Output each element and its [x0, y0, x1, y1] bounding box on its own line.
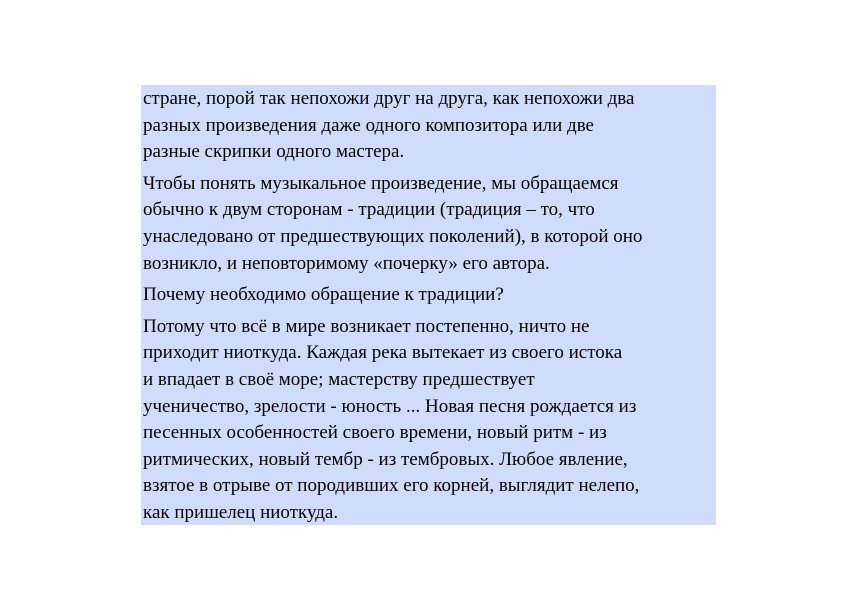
text-line: Почему необходимо обращение к традиции?: [143, 284, 504, 306]
text-line: взятое в отрыве от породивших его корней, выглядит нелепо,: [143, 475, 640, 497]
paragraph-3: [143, 282, 714, 309]
paragraph-1: [143, 86, 714, 166]
text-line: унаследовано от предшествующих поколений), в которой оно: [143, 225, 643, 247]
text-line: ученичество, зрелости - юность ... Новая песня рождается из: [143, 395, 637, 417]
paragraph-2: [143, 171, 714, 277]
text-line: стране, порой так непохожи друг на друга, как непохожи два: [143, 88, 635, 109]
text-line: как пришелец ниоткуда.: [143, 501, 339, 523]
text-line: и впадает в своё море; мастерству предшествует: [143, 368, 535, 390]
highlighted-text-block: [141, 85, 716, 525]
text-line: приходит ниоткуда. Каждая река вытекает из своего истока: [143, 342, 623, 364]
text-line: возникло, и неповторимому «почерку» его автора.: [143, 252, 550, 274]
paragraph-4: [143, 314, 714, 527]
text-line: Потому что всё в мире возникает постепенно, ничто не: [143, 315, 590, 337]
text-line: разных произведения даже одного композитора или две: [143, 114, 594, 136]
text-line: ритмических, новый тембр - из тембровых. Любое явление,: [143, 448, 628, 470]
text-line: обычно к двум сторонам - традиции (традиция – то, что: [143, 199, 595, 221]
text-line: песенных особенностей своего времени, новый ритм - из: [143, 422, 607, 444]
text-line: Чтобы понять музыкальное произведение, мы обращаемся: [143, 172, 619, 194]
text-line: разные скрипки одного мастера.: [143, 141, 405, 163]
